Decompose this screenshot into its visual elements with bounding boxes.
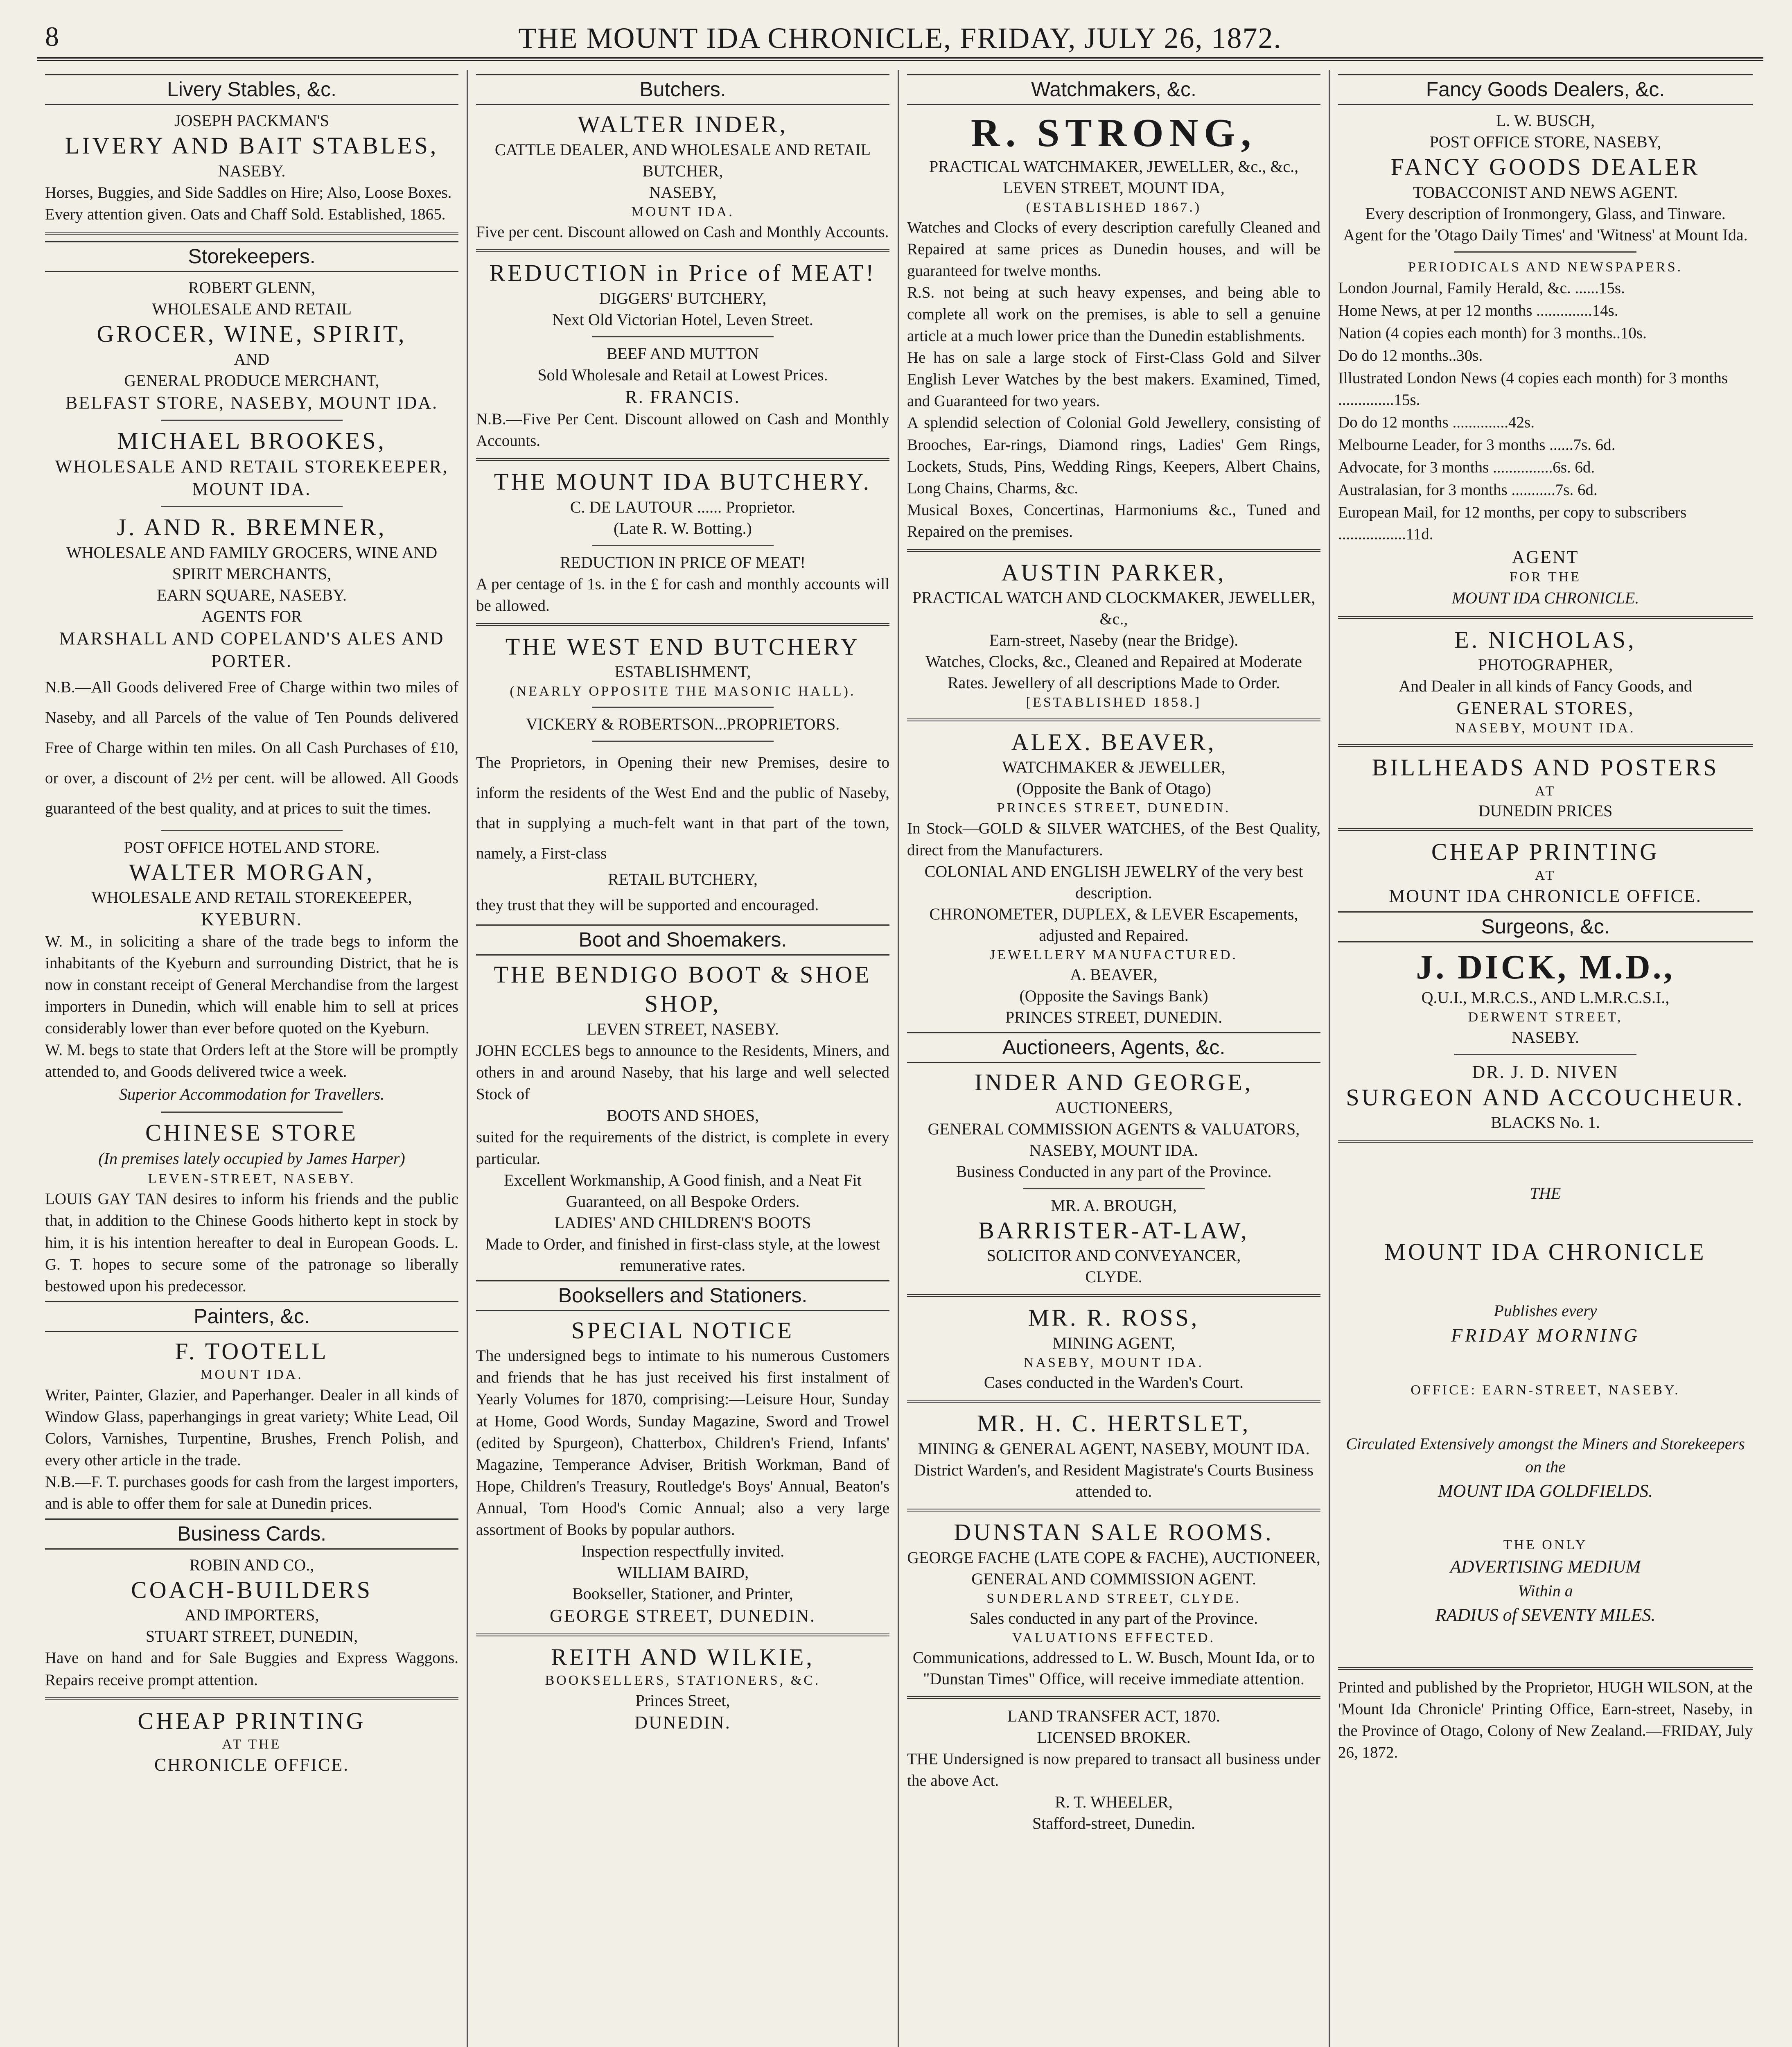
bendigo-ladies: LADIES' AND CHILDREN'S BOOTS [554, 1213, 811, 1232]
category-watchmakers: Watchmakers, &c. [907, 74, 1320, 105]
divider [592, 545, 774, 546]
divider [592, 707, 774, 708]
beaver-street: PRINCES STREET, DUNEDIN. [997, 800, 1231, 816]
strong-body-3: He has on sale a large stock of First-Class Gold and Silver English Lever Watches by the best makers. Examined, Timed, and Guaranteed for two years. [907, 349, 1320, 410]
busch-for-the: FOR THE [1509, 569, 1582, 585]
web-establishment: ESTABLISHMENT, [614, 662, 751, 681]
morgan-accommodation: Superior Accommodation for Travellers. [119, 1085, 385, 1103]
periodical-item: Home News, at per 12 months ..............14s. [1338, 301, 1618, 319]
busch-chronicle: MOUNT IDA CHRONICLE. [1451, 588, 1639, 607]
nicholas-line: PHOTOGRAPHER, [1478, 655, 1613, 674]
bendigo-boots: BOOTS AND SHOES, [606, 1106, 759, 1125]
diggers-beef: BEEF AND MUTTON [606, 344, 759, 363]
bendigo-body: JOHN ECCLES begs to announce to the Residents, Miners, and others in and around Naseby, that his large and well selected Stock of [476, 1042, 889, 1103]
morgan-place: KYEBURN. [201, 909, 302, 930]
hertslet-body: District Warden's, and Resident Magistrate's Courts Business attended to. [914, 1460, 1314, 1500]
busch-line-2: TOBACCONIST AND NEWS AGENT. [1413, 183, 1678, 201]
divider [907, 549, 1320, 552]
divider [907, 1509, 1320, 1512]
web-body: The Proprietors, in Opening their new Premises, desire to inform the residents of the West End and the public of Naseby, that in supplying a much-felt want in that part of the town, namely, a First-class [476, 753, 889, 862]
strong-line: PRACTICAL WATCHMAKER, JEWELLER, &c., &c., [929, 157, 1299, 176]
divider [476, 458, 889, 461]
beaver-name: ALEX. BEAVER, [1011, 728, 1216, 755]
ross-line: MINING AGENT, [1052, 1334, 1175, 1353]
promo-circulated: Circulated Extensively amongst the Miners and Storekeepers on the [1346, 1434, 1745, 1476]
land-title: LAND TRANSFER ACT, 1870. [1007, 1707, 1220, 1726]
web-body-2: they trust that they will be supported and encouraged. [476, 896, 819, 914]
morgan-body: W. M., in soliciting a share of the trade begs to inform the inhabitants of the Kyeburn and surrounding District, that he is now in constant receipt of General Merchandise from the largest importers in Dunedin, which will enable him to sell at prices considerably lower than ever before quoted on the Kyeburn. [45, 933, 458, 1037]
strong-street: LEVEN STREET, MOUNT IDA, [1003, 178, 1225, 197]
periodical-item: Do do 12 months ..............42s. [1338, 413, 1535, 432]
brookes-line: WHOLESALE AND RETAIL STOREKEEPER, [55, 456, 449, 477]
beaver-line: WATCHMAKER & JEWELLER, [1002, 758, 1226, 777]
masthead-title: THE MOUNT IDA CHRONICLE, FRIDAY, JULY 26, 1872. [518, 22, 1282, 54]
chinese-street: LEVEN-STREET, NASEBY. [148, 1171, 356, 1187]
divider [476, 623, 889, 626]
column-1 [37, 70, 468, 2047]
strong-established: (ESTABLISHED 1867.) [1026, 200, 1202, 215]
niven-title: SURGEON AND ACCOUCHEUR. [1346, 1084, 1745, 1111]
tootell-name: F. TOOTELL [175, 1338, 329, 1365]
land-body: THE Undersigned is now prepared to transact all business under the above Act. [907, 1750, 1320, 1790]
divider [907, 1400, 1320, 1403]
parker-street: Earn-street, Naseby (near the Bridge). [989, 631, 1239, 650]
cheap-printing-office: MOUNT IDA CHRONICLE OFFICE. [1389, 886, 1702, 906]
bendigo-title: THE BENDIGO BOOT & SHOE SHOP, [494, 961, 872, 1017]
bendigo-street: LEVEN STREET, NASEBY. [587, 1019, 779, 1038]
column-4 [1330, 70, 1761, 2047]
morgan-body-2: W. M. begs to state that Orders left at the Store will be promptly attended to, and Goods delivered twice a week. [45, 1041, 458, 1081]
glenn-name: ROBERT GLENN, [188, 278, 316, 297]
niven-place: BLACKS No. 1. [1491, 1113, 1600, 1132]
mib-late: (Late R. W. Botting.) [614, 519, 752, 538]
strong-body-2: R.S. not being at such heavy expenses, and being able to complete all work on the premises, is able to sell a genuine article at a much lower price than the Dunedin establishments. [907, 284, 1320, 345]
bremner-line-1: WHOLESALE AND FAMILY GROCERS, WINE AND SPIRIT MERCHANTS, [66, 543, 438, 583]
divider [161, 1112, 343, 1113]
diggers-sold: Sold Wholesale and Retail at Lowest Prices. [537, 365, 828, 384]
category-painters: Painters, &c. [45, 1301, 458, 1332]
hertslet-name: MR. H. C. HERTSLET, [977, 1410, 1251, 1437]
divider [1338, 616, 1753, 619]
promo-within: Within a [1518, 1581, 1573, 1600]
special-notice-body: The undersigned begs to intimate to his numerous Customers and friends that he has just received his first instalment of Yearly Volumes for 1870, comprising:—Leisure Hour, Sunday at Home, Good Words, Sunday Magazine, Sword and Trowel (edited by Spurgeon), Chatterbox, Children's Friend, Infants' Magazine, Temperance Adviser, British Workman, Band of Hope, Children's Treasury, Routledge's Boys' Annual, Beaton's Annual, Tom Hood's Comic Annual; also a very large assortment of Books by popular authors. [476, 1347, 889, 1539]
packman-place: NASEBY. [218, 161, 286, 180]
bendigo-body-3: Excellent Workmanship, A Good finish, and a Neat Fit Guaranteed, on all Bespoke Orders. [504, 1170, 862, 1211]
promo-day: FRIDAY MORNING [1451, 1325, 1640, 1346]
cheap-printing-title: CHEAP PRINTING [1431, 838, 1660, 865]
diggers-nb: N.B.—Five Per Cent. Discount allowed on Cash and Monthly Accounts. [476, 410, 889, 450]
divider [45, 1697, 458, 1700]
morgan-line: WHOLESALE AND RETAIL STOREKEEPER, [91, 888, 412, 907]
parker-body: Watches, Clocks, &c., Cleaned and Repaired at Moderate Rates. Jewellery of all descriptions Made to Order. [925, 652, 1302, 692]
glenn-and: AND [234, 350, 270, 368]
baird-name: WILLIAM BAIRD, [616, 1563, 749, 1582]
inder-line: CATTLE DEALER, AND WHOLESALE AND RETAIL BUTCHER, [494, 140, 871, 180]
beaver-colonial: COLONIAL AND ENGLISH JEWELRY of the very best description. [924, 862, 1303, 902]
parker-name: AUSTIN PARKER, [1001, 559, 1226, 586]
inder-george-line: AUCTIONEERS, [1055, 1098, 1173, 1117]
divider [45, 232, 458, 235]
periodical-item: Do do 12 months..30s. [1338, 347, 1483, 365]
reith-title: REITH AND WILKIE, [551, 1643, 815, 1670]
tootell-body-2: N.B.—F. T. purchases goods for cash from the largest importers, and is able to offer them for sale at Dunedin prices. [45, 1473, 458, 1512]
nicholas-stores: GENERAL STORES, [1456, 698, 1634, 718]
busch-agent: Agent for the 'Otago Daily Times' and 'Witness' at Mount Ida. [1343, 225, 1748, 244]
promo-name: MOUNT IDA CHRONICLE [1384, 1238, 1706, 1265]
reith-street: Princes Street, [635, 1691, 730, 1710]
packman-name: JOSEPH PACKMAN'S [174, 111, 330, 130]
divider [907, 1696, 1320, 1699]
billheads-prices: DUNEDIN PRICES [1478, 802, 1613, 820]
promo-office: OFFICE: EARN-STREET, NASEBY. [1411, 1383, 1680, 1398]
mib-title: THE MOUNT IDA BUTCHERY. [494, 468, 872, 495]
bremner-line-2: EARN SQUARE, NASEBY. [157, 586, 347, 605]
robin-name: ROBIN AND CO., [189, 1555, 314, 1574]
dunstan-street: SUNDERLAND STREET, CLYDE. [986, 1591, 1241, 1606]
divider [161, 830, 343, 831]
promo-radius: RADIUS of SEVENTY MILES. [1435, 1604, 1656, 1625]
chinese-sub: (In premises lately occupied by James Harper) [98, 1149, 405, 1168]
strong-name: R. STRONG, [970, 111, 1257, 155]
cheap-printing-at: AT [1535, 868, 1556, 883]
divider [1023, 1188, 1205, 1189]
baird-street: GEORGE STREET, DUNEDIN. [550, 1605, 816, 1626]
robin-line: AND IMPORTERS, [184, 1606, 319, 1624]
divider [907, 1294, 1320, 1297]
inder-body: Five per cent. Discount allowed on Cash and Monthly Accounts. [476, 223, 889, 241]
special-inspection: Inspection respectfully invited. [581, 1541, 785, 1560]
bremner-name: J. AND R. BREMNER, [117, 514, 387, 541]
diggers-title: REDUCTION in Price of MEAT! [489, 259, 876, 286]
nicholas-name: E. NICHOLAS, [1454, 626, 1636, 653]
dunstan-name: GEORGE FACHE (LATE COPE & FACHE), AUCTIONEER, GENERAL AND COMMISSION AGENT. [907, 1548, 1320, 1588]
inder-name: WALTER INDER, [577, 111, 788, 138]
column-3 [899, 70, 1330, 2047]
dick-line: Q.U.I., M.R.C.S., AND L.M.R.C.S.I., [1421, 988, 1670, 1007]
brough-place: CLYDE. [1085, 1268, 1142, 1286]
robin-street: STUART STREET, DUNEDIN, [145, 1627, 358, 1646]
imprint: Printed and published by the Proprietor, HUGH WILSON, at the 'Mount Ida Chronicle' Printing Office, Earn-street, Naseby, in the Province of Otago, Colony of New Zealand.—FRIDAY, July 26, 1872. [1338, 1678, 1753, 1761]
web-opposite: (NEARLY OPPOSITE THE MASONIC HALL). [510, 684, 856, 699]
beaver-opposite: (Opposite the Bank of Otago) [1016, 779, 1211, 798]
inder-george-body: Business Conducted in any part of the Province. [956, 1162, 1272, 1181]
diggers-proprietor: R. FRANCIS. [625, 386, 740, 407]
glenn-line-2: GROCER, WINE, SPIRIT, [97, 320, 407, 347]
beaver-signature-3: PRINCES STREET, DUNEDIN. [1005, 1008, 1223, 1026]
beaver-jewellery: JEWELLERY MANUFACTURED. [989, 947, 1238, 962]
busch-body: Every description of Ironmongery, Glass, and Tinware. [1365, 204, 1726, 223]
periodical-item: Advocate, for 3 months ...............6s. 6d. [1338, 459, 1595, 477]
brough-line: SOLICITOR AND CONVEYANCER, [986, 1246, 1241, 1265]
periodicals-title: PERIODICALS AND NEWSPAPERS. [1408, 259, 1683, 275]
morgan-top: POST OFFICE HOTEL AND STORE. [124, 838, 380, 856]
bremner-agents-2: MARSHALL AND COPELAND'S ALES AND PORTER. [59, 628, 445, 671]
glenn-line-4: BELFAST STORE, NASEBY, MOUNT IDA. [65, 392, 438, 413]
busch-name: L. W. BUSCH, [1496, 111, 1595, 130]
masthead [37, 16, 1763, 61]
diggers-address: Next Old Victorian Hotel, Leven Street. [552, 310, 813, 329]
parker-line: PRACTICAL WATCH AND CLOCKMAKER, JEWELLER, &c., [912, 588, 1316, 628]
periodical-item: Melbourne Leader, for 3 months ......7s. 6d. [1338, 436, 1616, 454]
special-notice-title: SPECIAL NOTICE [571, 1317, 794, 1344]
periodical-item: Australasian, for 3 months ...........7s. 6d. [1338, 481, 1598, 499]
dunstan-communications: Communications, addressed to L. W. Busch, Mount Ida, or to "Dunstan Times" Office, will receive immediate attention. [912, 1648, 1315, 1688]
bremner-agents: AGENTS FOR [201, 607, 302, 626]
category-business-cards: Business Cards. [45, 1518, 458, 1550]
hertslet-line: MINING & GENERAL AGENT, NASEBY, MOUNT IDA. [918, 1439, 1310, 1458]
dunstan-body: Sales conducted in any part of the Province. [969, 1609, 1258, 1627]
bendigo-body-4: Made to Order, and finished in first-class style, at the lowest remunerative rates. [485, 1234, 880, 1274]
inder-place: NASEBY, [649, 183, 717, 201]
promo-goldfields: MOUNT IDA GOLDFIELDS. [1438, 1480, 1653, 1501]
category-butchers: Butchers. [476, 74, 889, 105]
busch-title: FANCY GOODS DEALER [1390, 154, 1700, 180]
billheads-at: AT [1535, 784, 1556, 799]
packman-body: Horses, Buggies, and Side Saddles on Hire; Also, Loose Boxes. [45, 183, 452, 201]
periodical-item: European Mail, for 12 months, per copy to subscribers .................11d. [1338, 504, 1687, 543]
nicholas-place: NASEBY, MOUNT IDA. [1455, 721, 1636, 736]
dick-name: J. DICK, M.D., [1416, 948, 1675, 987]
strong-body-5: Musical Boxes, Concertinas, Harmoniums &c., Tuned and Repaired on the premises. [907, 501, 1320, 540]
mib-reduction: REDUCTION IN PRICE OF MEAT! [560, 553, 806, 572]
divider [1454, 1054, 1637, 1055]
niven-name: DR. J. D. NIVEN [1472, 1062, 1619, 1082]
category-boot-shoemakers: Boot and Shoemakers. [476, 924, 889, 956]
category-storekeepers: Storekeepers. [45, 241, 458, 272]
column-2 [468, 70, 899, 2047]
periodical-item: Illustrated London News (4 copies each month) for 3 months ..............15s. [1338, 369, 1728, 409]
nicholas-body: And Dealer in all kinds of Fancy Goods, and [1399, 677, 1692, 696]
web-proprietors: VICKERY & ROBERTSON...PROPRIETORS. [526, 714, 840, 733]
periodical-item: Nation (4 copies each month) for 3 months..10s. [1338, 324, 1647, 342]
beaver-chronometer: CHRONOMETER, DUPLEX, & LEVER Escapements, adjusted and Repaired. [929, 904, 1298, 944]
ross-place: NASEBY, MOUNT IDA. [1023, 1355, 1204, 1371]
divider [476, 1634, 889, 1636]
cheap-printing-office: CHRONICLE OFFICE. [154, 1755, 350, 1775]
divider [1338, 828, 1753, 831]
web-retail: RETAIL BUTCHERY, [608, 870, 758, 888]
dunstan-valuations: VALUATIONS EFFECTED. [1012, 1630, 1216, 1645]
divider [1454, 251, 1637, 253]
parker-established: [ESTABLISHED 1858.] [1026, 695, 1202, 710]
strong-body-4: A splendid selection of Colonial Gold Jewellery, consisting of Brooches, Ear-rings, Diamond rings, Ladies' Gem Rings, Lockets, Studs, Pins, Wedding Rings, Keepers, Albert Chains, Long Chains, Charms, &c. [907, 414, 1320, 497]
divider [907, 718, 1320, 721]
periodical-item: London Journal, Family Herald, &c. ......15s. [1338, 279, 1625, 297]
mib-body: A per centage of 1s. in the £ for cash and monthly accounts will be allowed. [476, 575, 889, 615]
brookes-name: MICHAEL BROOKES, [117, 427, 386, 454]
category-fancy-goods: Fancy Goods Dealers, &c. [1338, 74, 1753, 105]
land-signature: R. T. WHEELER, [1055, 1793, 1173, 1812]
divider [1338, 1140, 1753, 1143]
robin-title: COACH-BUILDERS [131, 1576, 372, 1603]
bremner-body: N.B.—All Goods delivered Free of Charge within two miles of Naseby, and all Parcels of the value of Ten Pounds delivered Free of Charge within ten miles. On all Cash Purchases of £10, or over, a discount of 2½ per cent. will be allowed. All Goods guaranteed of the best quality, and at prices to suit the times. [45, 678, 458, 818]
glenn-line-3: GENERAL PRODUCE MERCHANT, [124, 371, 379, 390]
beaver-signature-2: (Opposite the Savings Bank) [1019, 986, 1208, 1005]
bendigo-body-2: suited for the requirements of the district, is complete in every particular. [476, 1128, 889, 1168]
busch-agent-label: AGENT [1512, 547, 1579, 567]
busch-line: POST OFFICE STORE, NASEBY, [1429, 133, 1661, 151]
page-number: 8 [45, 21, 59, 52]
inder-george-line-2: GENERAL COMMISSION AGENTS & VALUATORS, NASEBY, MOUNT IDA. [928, 1119, 1300, 1159]
divider [592, 741, 774, 742]
land-signature-2: Stafford-street, Dunedin. [1032, 1814, 1196, 1833]
promo-publishes: Publishes every [1494, 1301, 1597, 1320]
dunstan-title: DUNSTAN SALE ROOMS. [954, 1518, 1274, 1545]
diggers-name: DIGGERS' BUTCHERY, [599, 289, 767, 307]
divider [476, 249, 889, 252]
land-broker: LICENSED BROKER. [1037, 1728, 1191, 1747]
category-booksellers: Booksellers and Stationers. [476, 1280, 889, 1311]
inder-place-2: MOUNT IDA. [631, 204, 734, 219]
web-title: THE WEST END BUTCHERY [505, 633, 860, 660]
glenn-line-1: WHOLESALE AND RETAIL [152, 299, 352, 318]
category-livery: Livery Stables, &c. [45, 74, 458, 105]
dick-street: DERWENT STREET, [1468, 1010, 1623, 1025]
reith-city: DUNEDIN. [634, 1712, 731, 1733]
brookes-place: MOUNT IDA. [192, 479, 311, 499]
divider [1338, 744, 1753, 747]
chinese-body: LOUIS GAY TAN desires to inform his friends and the public that, in addition to the Chinese Goods hitherto kept in stock by him, it is his intention hereafter to deal in European Goods. L. G. T. hopes to secure some of the patronage so liberally bestowed upon his predecessor. [45, 1190, 458, 1295]
divider [592, 336, 774, 337]
chinese-title: CHINESE STORE [145, 1119, 359, 1146]
divider [161, 420, 343, 421]
tootell-place: MOUNT IDA. [200, 1367, 303, 1383]
billheads-title: BILLHEADS AND POSTERS [1372, 754, 1719, 781]
baird-line: Bookseller, Stationer, and Printer, [572, 1584, 793, 1603]
ross-body: Cases conducted in the Warden's Court. [984, 1373, 1244, 1392]
divider [1338, 1667, 1753, 1670]
strong-body: Watches and Clocks of every description carefully Cleaned and Repaired at same prices as Dunedin houses, and will be guaranteed for twelve months. [907, 219, 1320, 280]
cheap-printing-at: AT THE [222, 1737, 282, 1752]
reith-line: BOOKSELLERS, STATIONERS, &C. [545, 1673, 821, 1688]
cheap-printing-title: CHEAP PRINTING [138, 1707, 366, 1734]
category-surgeons: Surgeons, &c. [1338, 911, 1753, 942]
promo-the: THE [1530, 1184, 1561, 1203]
brough-title: BARRISTER-AT-LAW, [978, 1217, 1249, 1244]
tootell-body: Writer, Painter, Glazier, and Paperhanger. Dealer in all kinds of Window Glass, paperhangings in great variety; White Lead, Oil Colors, Varnishes, Turpentine, Brushes, French Polish, and every other article in the trade. [45, 1386, 458, 1469]
promo-only: THE ONLY [1503, 1537, 1588, 1553]
ross-name: MR. R. ROSS, [1028, 1304, 1200, 1331]
packman-title: LIVERY AND BAIT STABLES, [65, 132, 439, 159]
brough-name: MR. A. BROUGH, [1051, 1196, 1177, 1215]
promo-advertising: ADVERTISING MEDIUM [1450, 1557, 1641, 1577]
category-auctioneers: Auctioneers, Agents, &c. [907, 1032, 1320, 1063]
inder-george-title: INDER AND GEORGE, [974, 1069, 1253, 1096]
divider [161, 506, 343, 507]
dick-place: NASEBY. [1512, 1028, 1579, 1046]
beaver-signature: A. BEAVER, [1070, 965, 1158, 984]
robin-body: Have on hand and for Sale Buggies and Express Waggons. Repairs receive prompt attention. [45, 1649, 458, 1689]
morgan-name: WALTER MORGAN, [129, 859, 375, 886]
mib-proprietor: C. DE LAUTOUR ...... Proprietor. [570, 497, 796, 516]
beaver-body: In Stock—GOLD & SILVER WATCHES, of the Best Quality, direct from the Manufacturers. [907, 819, 1320, 859]
packman-body-2: Every attention given. Oats and Chaff Sold. Established, 1865. [45, 205, 446, 223]
